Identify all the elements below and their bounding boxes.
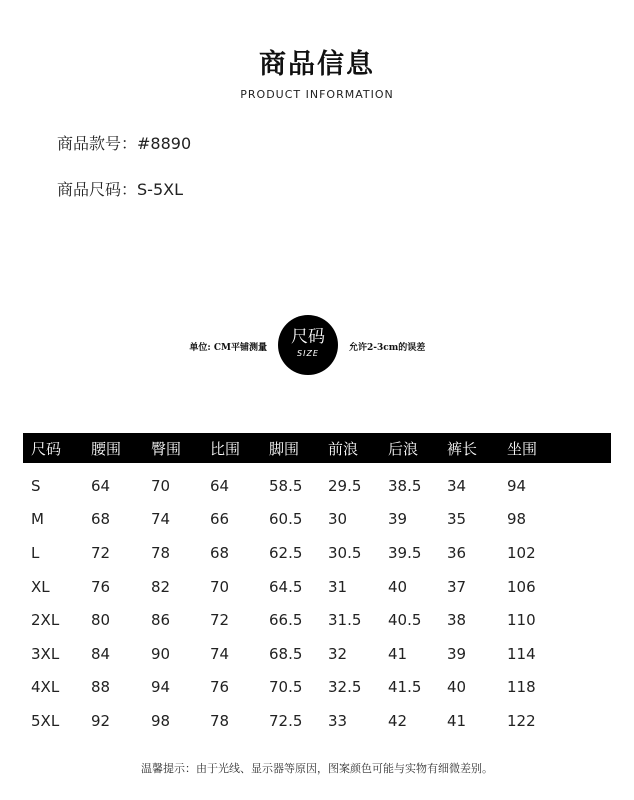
table-cell: 78 bbox=[210, 711, 230, 730]
table-row bbox=[23, 637, 611, 671]
table-cell: 68 bbox=[210, 543, 230, 562]
table-cell: 35 bbox=[447, 510, 467, 529]
table-cell: 58.5 bbox=[269, 476, 303, 495]
table-cell: 40 bbox=[388, 577, 408, 596]
table-cell: 86 bbox=[151, 611, 171, 630]
table-header-row bbox=[23, 433, 611, 463]
table-row bbox=[23, 671, 611, 705]
header-size: 尺码 bbox=[23, 433, 83, 463]
header-waist: 腰围 bbox=[83, 433, 143, 463]
table-row bbox=[23, 603, 611, 637]
table-row bbox=[23, 503, 611, 537]
measure-unit-note: 单位: CM平铺测量 bbox=[189, 343, 267, 353]
table-cell: 39 bbox=[388, 510, 408, 529]
table-cell: 4XL bbox=[31, 678, 60, 697]
header-leg-opening: 脚围 bbox=[261, 433, 320, 463]
size-badge-cn: 尺码 bbox=[291, 327, 325, 347]
table-cell: 39.5 bbox=[388, 543, 422, 562]
size-table bbox=[23, 433, 611, 738]
table-cell: 72.5 bbox=[269, 711, 303, 730]
table-cell: L bbox=[31, 543, 40, 562]
table-cell: 66 bbox=[210, 510, 230, 529]
size-badge bbox=[278, 315, 338, 375]
table-cell: 41 bbox=[388, 644, 408, 663]
table-cell: 64 bbox=[91, 476, 111, 495]
header-length: 裤长 bbox=[439, 433, 499, 463]
table-cell: 30 bbox=[328, 510, 348, 529]
table-cell: 78 bbox=[151, 543, 171, 562]
product-model-value: #8890 bbox=[137, 134, 192, 153]
product-size-value: S-5XL bbox=[137, 180, 183, 199]
table-cell: 41.5 bbox=[388, 678, 422, 697]
table-cell: 118 bbox=[507, 678, 536, 697]
table-row bbox=[23, 570, 611, 604]
table-cell: S bbox=[31, 476, 41, 495]
table-cell: 84 bbox=[91, 644, 111, 663]
footer-note: 温馨提示：由于光线、显示器等原因，图案颜色可能与实物有细微差别。 bbox=[141, 762, 493, 775]
table-cell: 76 bbox=[210, 678, 230, 697]
table-cell: 70 bbox=[151, 476, 171, 495]
table-cell: 40.5 bbox=[388, 611, 422, 630]
table-cell: 82 bbox=[151, 577, 171, 596]
table-cell: M bbox=[31, 510, 44, 529]
page-title: 商品信息 bbox=[259, 49, 375, 80]
table-cell: 110 bbox=[507, 611, 536, 630]
table-cell: 30.5 bbox=[328, 543, 362, 562]
header-seat: 坐围 bbox=[499, 433, 611, 463]
table-cell: 102 bbox=[507, 543, 536, 562]
table-cell: 41 bbox=[447, 711, 467, 730]
header-front-rise: 前浪 bbox=[320, 433, 380, 463]
table-cell: 40 bbox=[447, 678, 467, 697]
table-cell: 106 bbox=[507, 577, 536, 596]
table-cell: 80 bbox=[91, 611, 111, 630]
table-cell: 98 bbox=[151, 711, 171, 730]
table-cell: 42 bbox=[388, 711, 408, 730]
table-row bbox=[23, 536, 611, 570]
table-cell: 68 bbox=[91, 510, 111, 529]
table-cell: 72 bbox=[210, 611, 230, 630]
table-cell: 114 bbox=[507, 644, 536, 663]
table-cell: 74 bbox=[151, 510, 171, 529]
table-cell: 60.5 bbox=[269, 510, 303, 529]
table-cell: 66.5 bbox=[269, 611, 303, 630]
table-cell: 90 bbox=[151, 644, 171, 663]
table-cell: 94 bbox=[507, 476, 527, 495]
table-cell: 62.5 bbox=[269, 543, 303, 562]
header-back-rise: 后浪 bbox=[380, 433, 439, 463]
table-cell: 122 bbox=[507, 711, 536, 730]
table-cell: 64 bbox=[210, 476, 230, 495]
table-cell: 36 bbox=[447, 543, 467, 562]
table-cell: 39 bbox=[447, 644, 467, 663]
table-cell: 68.5 bbox=[269, 644, 303, 663]
table-cell: 31 bbox=[328, 577, 348, 596]
header-thigh: 比围 bbox=[202, 433, 261, 463]
page-subtitle: PRODUCT INFORMATION bbox=[240, 88, 394, 101]
table-cell: 2XL bbox=[31, 611, 60, 630]
table-cell: 70 bbox=[210, 577, 230, 596]
table-cell: 32 bbox=[328, 644, 348, 663]
table-cell: 5XL bbox=[31, 711, 60, 730]
table-cell: 37 bbox=[447, 577, 467, 596]
table-cell: 74 bbox=[210, 644, 230, 663]
table-cell: 38 bbox=[447, 611, 467, 630]
table-row bbox=[23, 463, 611, 503]
size-badge-en: SIZE bbox=[297, 349, 319, 358]
table-cell: 29.5 bbox=[328, 476, 362, 495]
table-cell: 94 bbox=[151, 678, 171, 697]
product-size-label: 商品尺码： bbox=[57, 180, 138, 199]
table-cell: 32.5 bbox=[328, 678, 362, 697]
table-cell: 70.5 bbox=[269, 678, 303, 697]
table-cell: 31.5 bbox=[328, 611, 362, 630]
table-cell: 38.5 bbox=[388, 476, 422, 495]
table-cell: 64.5 bbox=[269, 577, 303, 596]
table-cell: 72 bbox=[91, 543, 111, 562]
table-cell: 33 bbox=[328, 711, 348, 730]
table-cell: XL bbox=[31, 577, 50, 596]
table-cell: 34 bbox=[447, 476, 467, 495]
table-cell: 88 bbox=[91, 678, 111, 697]
table-cell: 3XL bbox=[31, 644, 60, 663]
tolerance-note: 允许2-3cm的误差 bbox=[349, 343, 426, 353]
table-row bbox=[23, 704, 611, 738]
table-cell: 98 bbox=[507, 510, 527, 529]
table-cell: 76 bbox=[91, 577, 111, 596]
product-model-label: 商品款号： bbox=[57, 134, 138, 153]
product-model-line bbox=[57, 131, 191, 154]
table-cell: 92 bbox=[91, 711, 111, 730]
header-hip: 臀围 bbox=[143, 433, 202, 463]
product-size-line bbox=[57, 177, 183, 200]
size-badge-row bbox=[0, 315, 634, 375]
